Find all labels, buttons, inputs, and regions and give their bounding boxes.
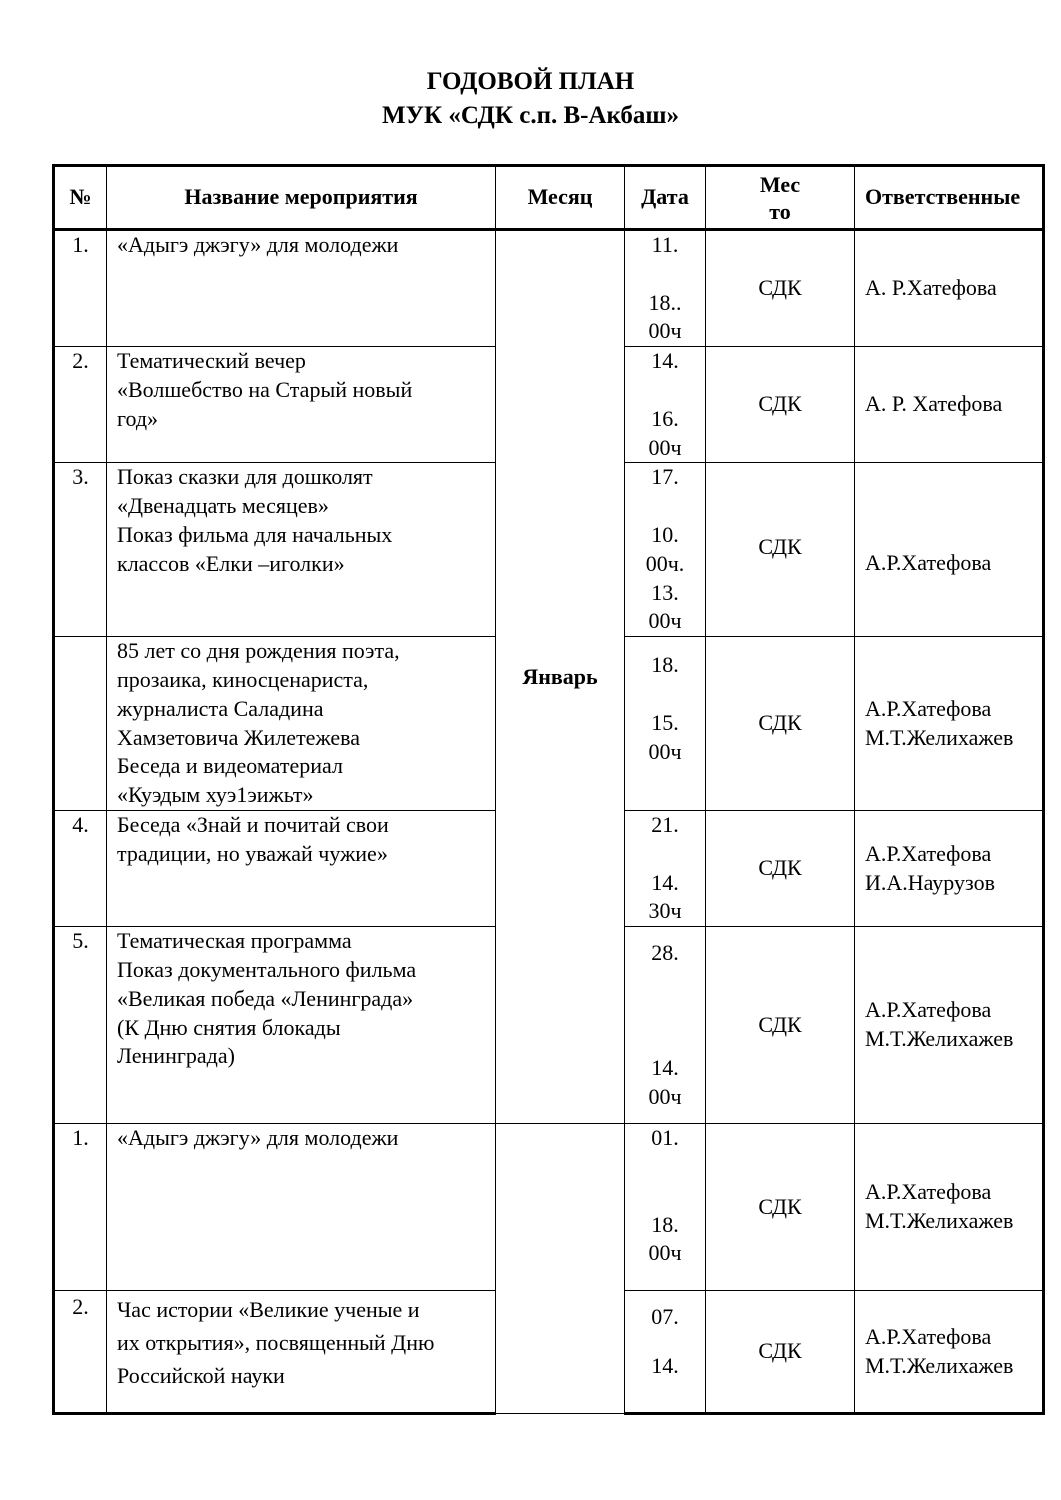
- table-header-row: [54, 166, 1044, 230]
- row-num: 3.: [54, 463, 107, 637]
- event-name: Тематическая программа Показ документального фильма «Великая победа «Ленинграда» (К Дню снятия блокады Ленинграда): [107, 927, 496, 1124]
- event-name: Показ сказки для дошколят «Двенадцать месяцев» Показ фильма для начальных классов «Елки –иголки»: [107, 463, 496, 637]
- event-responsible: А. Р. Хатефова: [855, 347, 1044, 463]
- event-date: 17. 10. 00ч. 13. 00ч: [625, 463, 706, 637]
- event-place: СДК: [706, 230, 855, 347]
- event-date: 11. 18.. 00ч: [625, 230, 706, 347]
- table-row: [54, 1124, 1044, 1291]
- month-january: Январь: [496, 230, 625, 1124]
- event-date: 18. 15. 00ч: [625, 637, 706, 811]
- header-responsible: Ответственные: [855, 166, 1044, 230]
- event-place: СДК: [706, 810, 855, 926]
- event-name: Тематический вечер «Волшебство на Старый новый год»: [107, 347, 496, 463]
- document-subtitle: МУК «СДК с.п. В-Акбаш»: [382, 102, 679, 129]
- event-responsible: А.Р.Хатефова И.А.Наурузов: [855, 810, 1044, 926]
- event-date: 14. 16. 00ч: [625, 347, 706, 463]
- row-num: 2.: [54, 347, 107, 463]
- event-place: СДК: [706, 1291, 855, 1414]
- event-name: Беседа «Знай и почитай свои традиции, но уважай чужие»: [107, 810, 496, 926]
- row-num: 2.: [54, 1291, 107, 1414]
- event-name: «Адыгэ джэгу» для молодежи: [107, 230, 496, 347]
- header-month: Месяц: [496, 166, 625, 230]
- event-date: 07. 14.: [625, 1291, 706, 1414]
- header-name: Название мероприятия: [107, 166, 496, 230]
- event-responsible: А.Р.Хатефова М.Т.Желихажев: [855, 637, 1044, 811]
- row-num: 1.: [54, 230, 107, 347]
- event-responsible: А. Р.Хатефова: [855, 230, 1044, 347]
- event-name: Час истории «Великие ученые и их открытия», посвященный Дню Российской науки: [107, 1291, 496, 1414]
- header-num: №: [54, 166, 107, 230]
- table-row: [54, 230, 1044, 347]
- event-place: СДК: [706, 1124, 855, 1291]
- month-cell-empty: [496, 1124, 625, 1414]
- row-num: [54, 637, 107, 811]
- plan-table: [52, 164, 1045, 1415]
- event-date: 21. 14. 30ч: [625, 810, 706, 926]
- event-responsible: А.Р.Хатефова М.Т.Желихажев: [855, 1291, 1044, 1414]
- event-place: СДК: [706, 463, 855, 637]
- header-place: Мес то: [706, 166, 855, 230]
- row-num: 4.: [54, 810, 107, 926]
- event-place: СДК: [706, 927, 855, 1124]
- event-date: 01. 18. 00ч: [625, 1124, 706, 1291]
- event-responsible: А.Р.Хатефова: [855, 463, 1044, 637]
- event-name: «Адыгэ джэгу» для молодежи: [107, 1124, 496, 1291]
- event-name: 85 лет со дня рождения поэта, прозаика, киносценариста, журналиста Саладина Хамзетовича Жилетежева Беседа и видеоматериал «Куэдым хуэ1эижьт»: [107, 637, 496, 811]
- row-num: 1.: [54, 1124, 107, 1291]
- document-title: ГОДОВОЙ ПЛАН: [426, 68, 635, 95]
- row-num: 5.: [54, 927, 107, 1124]
- event-place: СДК: [706, 637, 855, 811]
- event-responsible: А.Р.Хатефова М.Т.Желихажев: [855, 927, 1044, 1124]
- event-responsible: А.Р.Хатефова М.Т.Желихажев: [855, 1124, 1044, 1291]
- header-date: Дата: [625, 166, 706, 230]
- event-place: СДК: [706, 347, 855, 463]
- event-date: 28. 14. 00ч: [625, 927, 706, 1124]
